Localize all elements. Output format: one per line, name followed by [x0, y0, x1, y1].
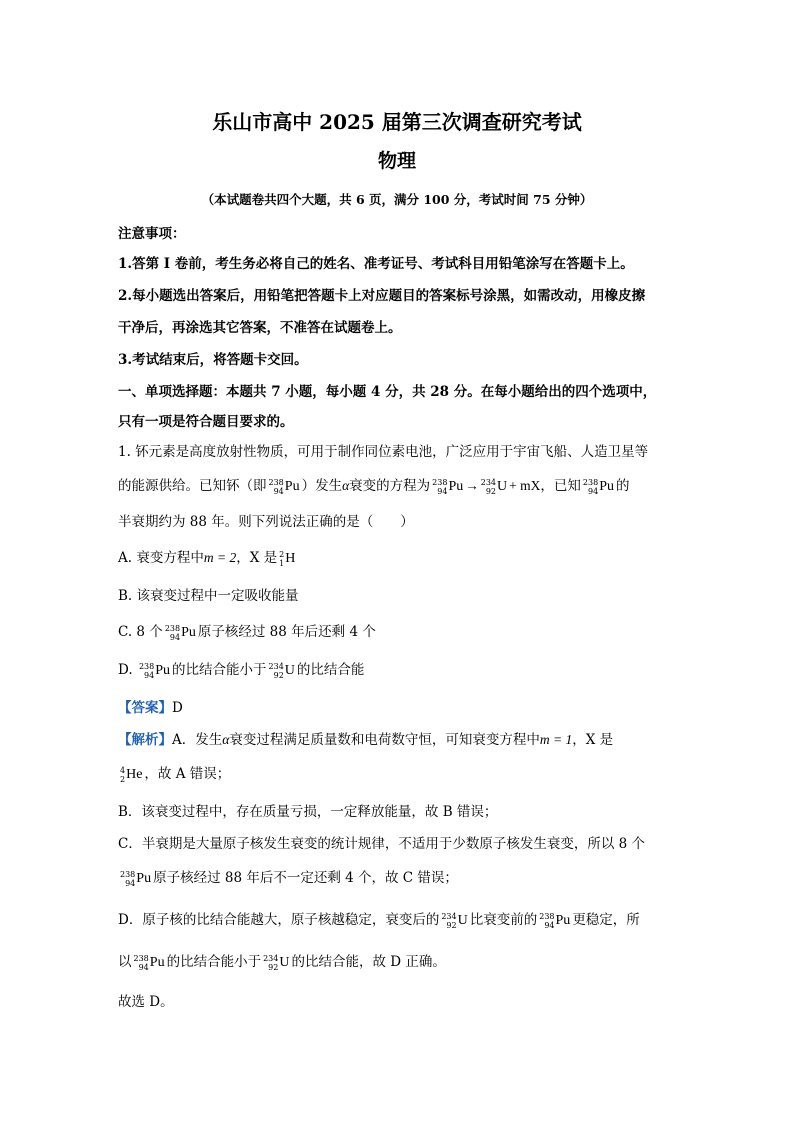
answer-line — [118, 696, 183, 716]
question-1-stem: 1. 钚元素是高度放射性物质，可用于制作同位素电池，广泛应用于宇宙飞船、人造卫星等 — [118, 444, 649, 460]
analysis-conclusion: 故选 D。 — [118, 994, 174, 1010]
option-d: D. 238 94 Pu 的比结合能小于 234 92 U 的比结合能 — [118, 661, 365, 680]
analysis-line-c1: C．半衰期是大量原子核发生衰变的统计规律，不适用于少数原子核发生衰变，所以 8 个 — [118, 836, 645, 852]
option-b: B. 该衰变过程中一定吸收能量 — [118, 588, 299, 604]
analysis-line-d2: 以 238 94 Pu 的比结合能小于 234 92 U 的比结合能，故 D 正确。 — [118, 953, 446, 972]
arrow-symbol: → — [465, 478, 479, 493]
option-c: C. 8 个 238 94 Pu 原子核经过 88 年后还剩 4 个 — [118, 623, 376, 642]
question-1-stem-line2: 的能源供给。已知钚（即 238 94 Pu ）发生α衰变的方程为 238 94 Pu → 234 92 U + mX，已知 238 94 Pu 的 — [118, 477, 630, 496]
question-1-stem-line3: 半衰期约为 88 年。则下列说法正确的是（ ） — [118, 514, 414, 530]
nuclide-pu: 238 94 Pu — [582, 477, 614, 496]
notice-item-3: 3.考试结束后，将答题卡交回。 — [118, 352, 308, 368]
nuclide-h: 2 1 H — [279, 549, 296, 568]
exam-note: （本试题卷共四个大题，共 6 页，满分 100 分，考试时间 75 分钟） — [201, 192, 593, 207]
nuclide-u: 234 92 U — [263, 953, 290, 972]
analysis-line-1: 【解析】A．发生α衰变过程满足质量数和电荷数守恒，可知衰变方程中m = 1，X 是 — [118, 732, 614, 748]
subject-title: 物理 — [377, 150, 416, 172]
section-heading: 一、单项选择题：本题共 7 小题，每小题 4 分，共 28 分。在每小题给出的四个选项中， — [118, 384, 657, 400]
nuclide-pu: 238 94 Pu — [164, 623, 196, 642]
nuclide-pu: 238 94 Pu — [432, 477, 464, 496]
notice-item-1: 1.答第 I 卷前，考生务必将自己的姓名、准考证号、考试科目用铅笔涂写在答题卡上。 — [118, 256, 634, 272]
answer-label: 【答案】 — [118, 700, 172, 716]
analysis-line-c2: 238 94 Pu 原子核经过 88 年后不一定还剩 4 个，故 C 错误； — [120, 869, 458, 888]
analysis-line-d1: D．原子核的比结合能越大，原子核越稳定，衰变后的 234 92 U 比衰变前的 238 94 Pu 更稳定，所 — [118, 911, 640, 930]
nuclide-u: 234 92 U — [268, 661, 295, 680]
exam-title: 乐山市高中 2025 届第三次调查研究考试 — [212, 110, 582, 134]
nuclide-pu: 238 94 Pu — [268, 477, 300, 496]
nuclide-u: 234 92 U — [480, 477, 508, 496]
nuclide-u: 234 92 U — [441, 911, 468, 930]
notice-item-2-cont: 干净后，再涂选其它答案，不准答在试题卷上。 — [118, 320, 402, 336]
analysis-label: 【解析】 — [118, 732, 172, 748]
nuclide-pu: 238 94 Pu — [133, 953, 165, 972]
analysis-line-b: B．该衰变过程中，存在质量亏损，一定释放能量，故 B 错误； — [118, 804, 498, 820]
section-heading-cont: 只有一项是符合题目要求的。 — [118, 414, 294, 430]
option-a: A. 衰变方程中m = 2，X 是 2 1 H — [118, 549, 296, 568]
notice-heading: 注意事项： — [118, 226, 186, 242]
answer-value: D — [172, 700, 183, 716]
notice-item-2: 2.每小题选出答案后，用铅笔把答题卡上对应题目的答案标号涂黑，如需改动，用橡皮擦 — [118, 288, 646, 304]
nuclide-pu: 238 94 Pu — [138, 661, 171, 680]
equation-rest: + mX — [509, 478, 541, 493]
nuclide-he: 4 2 He — [120, 765, 143, 784]
nuclide-pu: 238 94 Pu — [120, 869, 152, 888]
nuclide-pu: 238 94 Pu — [539, 911, 571, 930]
analysis-line-2: 4 2 He ，故 A 错误； — [120, 765, 231, 784]
